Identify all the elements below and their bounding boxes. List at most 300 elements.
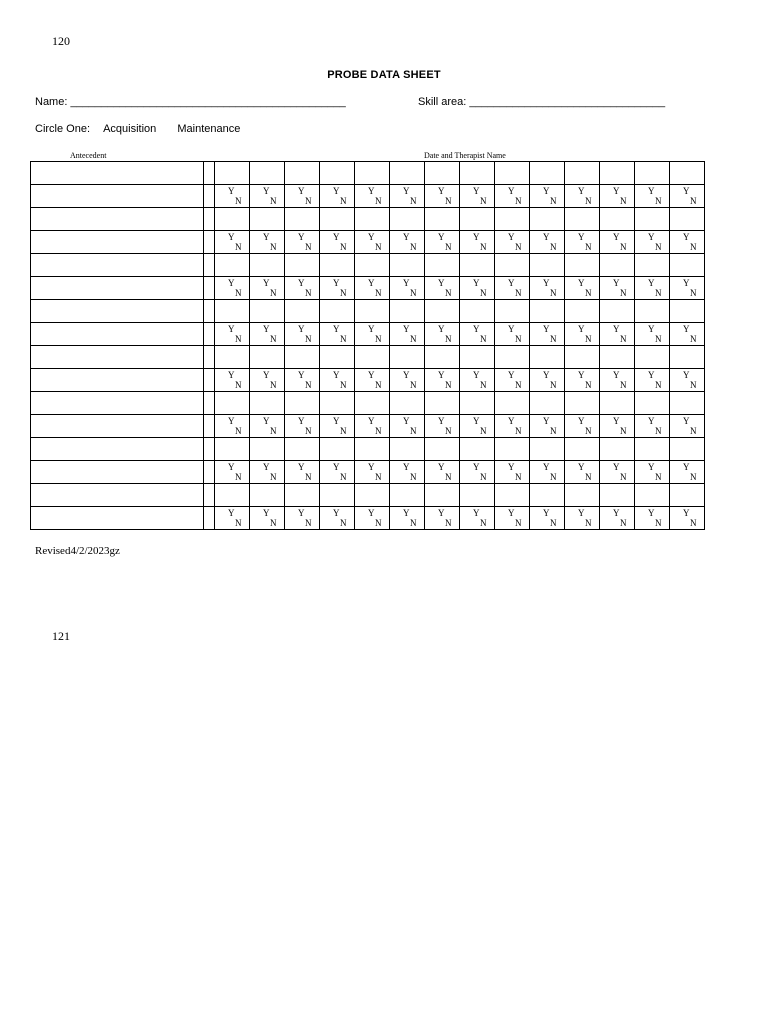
yes-mark[interactable]: Y	[648, 186, 655, 196]
antecedent-cell[interactable]	[31, 277, 204, 300]
yes-no-cell[interactable]	[250, 277, 285, 300]
date-therapist-cell[interactable]	[600, 438, 635, 461]
no-mark[interactable]: N	[410, 288, 417, 298]
yes-no-cell[interactable]	[530, 461, 565, 484]
date-therapist-cell[interactable]	[460, 300, 495, 323]
no-mark[interactable]: N	[620, 196, 627, 206]
yes-no-cell[interactable]	[285, 369, 320, 392]
no-mark[interactable]: N	[620, 242, 627, 252]
yes-no-cell[interactable]	[320, 461, 355, 484]
date-therapist-cell[interactable]	[460, 254, 495, 277]
yes-mark[interactable]: Y	[648, 324, 655, 334]
yes-no-cell[interactable]	[460, 369, 495, 392]
no-mark[interactable]: N	[480, 380, 487, 390]
yes-no-cell[interactable]	[320, 507, 355, 530]
yes-mark[interactable]: Y	[648, 278, 655, 288]
yes-mark[interactable]: Y	[613, 370, 620, 380]
yes-mark[interactable]: Y	[333, 416, 340, 426]
yes-mark[interactable]: Y	[333, 508, 340, 518]
date-therapist-cell[interactable]	[285, 300, 320, 323]
no-mark[interactable]: N	[550, 196, 557, 206]
no-mark[interactable]: N	[550, 288, 557, 298]
yes-no-cell[interactable]	[215, 415, 250, 438]
date-therapist-cell[interactable]	[250, 300, 285, 323]
yes-mark[interactable]: Y	[228, 508, 235, 518]
yes-mark[interactable]: Y	[578, 278, 585, 288]
yes-mark[interactable]: Y	[438, 370, 445, 380]
date-therapist-cell[interactable]	[460, 346, 495, 369]
yes-mark[interactable]: Y	[613, 416, 620, 426]
yes-no-cell[interactable]	[670, 231, 705, 254]
no-mark[interactable]: N	[690, 518, 697, 528]
no-mark[interactable]: N	[445, 242, 452, 252]
yes-no-cell[interactable]	[320, 415, 355, 438]
no-mark[interactable]: N	[480, 288, 487, 298]
no-mark[interactable]: N	[305, 334, 312, 344]
date-therapist-cell[interactable]	[670, 484, 705, 507]
yes-mark[interactable]: Y	[403, 370, 410, 380]
yes-mark[interactable]: Y	[263, 462, 270, 472]
date-therapist-cell[interactable]	[565, 438, 600, 461]
yes-mark[interactable]: Y	[333, 278, 340, 288]
date-therapist-cell[interactable]	[530, 392, 565, 415]
no-mark[interactable]: N	[340, 334, 347, 344]
yes-no-cell[interactable]	[530, 185, 565, 208]
yes-no-cell[interactable]	[320, 185, 355, 208]
yes-no-cell[interactable]	[425, 415, 460, 438]
date-therapist-cell[interactable]	[355, 254, 390, 277]
no-mark[interactable]: N	[620, 288, 627, 298]
yes-mark[interactable]: Y	[228, 462, 235, 472]
yes-mark[interactable]: Y	[263, 508, 270, 518]
yes-mark[interactable]: Y	[228, 370, 235, 380]
yes-no-cell[interactable]	[635, 231, 670, 254]
no-mark[interactable]: N	[585, 334, 592, 344]
no-mark[interactable]: N	[515, 518, 522, 528]
no-mark[interactable]: N	[270, 426, 277, 436]
yes-no-cell[interactable]	[355, 323, 390, 346]
yes-mark[interactable]: Y	[613, 508, 620, 518]
date-therapist-cell[interactable]	[320, 392, 355, 415]
yes-no-cell[interactable]	[285, 231, 320, 254]
yes-mark[interactable]: Y	[298, 324, 305, 334]
date-therapist-cell[interactable]	[285, 162, 320, 185]
no-mark[interactable]: N	[585, 518, 592, 528]
no-mark[interactable]: N	[235, 472, 242, 482]
date-therapist-cell[interactable]	[250, 208, 285, 231]
date-therapist-cell[interactable]	[250, 438, 285, 461]
no-mark[interactable]: N	[410, 426, 417, 436]
no-mark[interactable]: N	[375, 334, 382, 344]
yes-no-cell[interactable]	[390, 231, 425, 254]
date-therapist-cell[interactable]	[460, 438, 495, 461]
yes-no-cell[interactable]	[460, 231, 495, 254]
no-mark[interactable]: N	[445, 196, 452, 206]
yes-no-cell[interactable]	[460, 415, 495, 438]
yes-mark[interactable]: Y	[368, 232, 375, 242]
yes-mark[interactable]: Y	[543, 508, 550, 518]
no-mark[interactable]: N	[690, 472, 697, 482]
no-mark[interactable]: N	[550, 426, 557, 436]
yes-no-cell[interactable]	[320, 231, 355, 254]
no-mark[interactable]: N	[305, 288, 312, 298]
no-mark[interactable]: N	[550, 518, 557, 528]
yes-no-cell[interactable]	[250, 369, 285, 392]
date-therapist-cell[interactable]	[425, 254, 460, 277]
no-mark[interactable]: N	[375, 380, 382, 390]
yes-mark[interactable]: Y	[543, 324, 550, 334]
yes-mark[interactable]: Y	[263, 232, 270, 242]
date-therapist-cell[interactable]	[495, 392, 530, 415]
no-mark[interactable]: N	[410, 518, 417, 528]
no-mark[interactable]: N	[235, 380, 242, 390]
date-therapist-cell[interactable]	[285, 438, 320, 461]
antecedent-cell[interactable]	[31, 392, 204, 415]
yes-no-cell[interactable]	[460, 323, 495, 346]
yes-mark[interactable]: Y	[473, 370, 480, 380]
yes-mark[interactable]: Y	[298, 462, 305, 472]
yes-mark[interactable]: Y	[298, 186, 305, 196]
date-therapist-cell[interactable]	[530, 484, 565, 507]
yes-mark[interactable]: Y	[578, 462, 585, 472]
yes-no-cell[interactable]	[355, 507, 390, 530]
date-therapist-cell[interactable]	[530, 208, 565, 231]
antecedent-cell[interactable]	[31, 300, 204, 323]
antecedent-cell[interactable]	[31, 231, 204, 254]
yes-no-cell[interactable]	[670, 185, 705, 208]
yes-mark[interactable]: Y	[228, 232, 235, 242]
yes-no-cell[interactable]	[600, 231, 635, 254]
no-mark[interactable]: N	[620, 472, 627, 482]
yes-mark[interactable]: Y	[368, 186, 375, 196]
date-therapist-cell[interactable]	[250, 162, 285, 185]
yes-mark[interactable]: Y	[613, 232, 620, 242]
date-therapist-cell[interactable]	[495, 346, 530, 369]
date-therapist-cell[interactable]	[460, 208, 495, 231]
no-mark[interactable]: N	[305, 242, 312, 252]
yes-mark[interactable]: Y	[368, 370, 375, 380]
date-therapist-cell[interactable]	[320, 254, 355, 277]
no-mark[interactable]: N	[655, 196, 662, 206]
no-mark[interactable]: N	[340, 242, 347, 252]
yes-no-cell[interactable]	[565, 415, 600, 438]
yes-no-cell[interactable]	[355, 415, 390, 438]
yes-mark[interactable]: Y	[508, 324, 515, 334]
yes-mark[interactable]: Y	[683, 232, 690, 242]
yes-no-cell[interactable]	[355, 185, 390, 208]
date-therapist-cell[interactable]	[530, 438, 565, 461]
no-mark[interactable]: N	[375, 518, 382, 528]
yes-no-cell[interactable]	[215, 507, 250, 530]
yes-no-cell[interactable]	[285, 323, 320, 346]
yes-no-cell[interactable]	[670, 415, 705, 438]
yes-no-cell[interactable]	[250, 185, 285, 208]
yes-no-cell[interactable]	[285, 507, 320, 530]
no-mark[interactable]: N	[550, 380, 557, 390]
no-mark[interactable]: N	[340, 196, 347, 206]
no-mark[interactable]: N	[515, 380, 522, 390]
yes-mark[interactable]: Y	[403, 416, 410, 426]
yes-no-cell[interactable]	[425, 231, 460, 254]
no-mark[interactable]: N	[655, 242, 662, 252]
date-therapist-cell[interactable]	[635, 484, 670, 507]
no-mark[interactable]: N	[410, 380, 417, 390]
yes-mark[interactable]: Y	[438, 324, 445, 334]
yes-no-cell[interactable]	[565, 461, 600, 484]
date-therapist-cell[interactable]	[460, 162, 495, 185]
date-therapist-cell[interactable]	[530, 254, 565, 277]
antecedent-cell[interactable]	[31, 323, 204, 346]
yes-no-cell[interactable]	[670, 507, 705, 530]
date-therapist-cell[interactable]	[530, 300, 565, 323]
date-therapist-cell[interactable]	[565, 208, 600, 231]
yes-mark[interactable]: Y	[648, 508, 655, 518]
date-therapist-cell[interactable]	[215, 484, 250, 507]
antecedent-cell[interactable]	[31, 461, 204, 484]
yes-mark[interactable]: Y	[263, 324, 270, 334]
yes-no-cell[interactable]	[285, 415, 320, 438]
date-therapist-cell[interactable]	[390, 346, 425, 369]
yes-no-cell[interactable]	[530, 323, 565, 346]
date-therapist-cell[interactable]	[565, 254, 600, 277]
yes-mark[interactable]: Y	[613, 324, 620, 334]
yes-no-cell[interactable]	[565, 369, 600, 392]
yes-no-cell[interactable]	[425, 507, 460, 530]
yes-no-cell[interactable]	[530, 277, 565, 300]
no-mark[interactable]: N	[515, 288, 522, 298]
yes-no-cell[interactable]	[355, 369, 390, 392]
date-therapist-cell[interactable]	[600, 300, 635, 323]
yes-mark[interactable]: Y	[263, 370, 270, 380]
no-mark[interactable]: N	[690, 334, 697, 344]
yes-no-cell[interactable]	[495, 277, 530, 300]
yes-mark[interactable]: Y	[473, 324, 480, 334]
no-mark[interactable]: N	[655, 518, 662, 528]
date-therapist-cell[interactable]	[215, 438, 250, 461]
yes-no-cell[interactable]	[495, 231, 530, 254]
date-therapist-cell[interactable]	[495, 438, 530, 461]
date-therapist-cell[interactable]	[565, 392, 600, 415]
yes-no-cell[interactable]	[285, 461, 320, 484]
no-mark[interactable]: N	[305, 380, 312, 390]
yes-mark[interactable]: Y	[403, 508, 410, 518]
date-therapist-cell[interactable]	[670, 162, 705, 185]
yes-mark[interactable]: Y	[368, 324, 375, 334]
yes-no-cell[interactable]	[530, 507, 565, 530]
yes-mark[interactable]: Y	[473, 416, 480, 426]
yes-no-cell[interactable]	[495, 415, 530, 438]
yes-no-cell[interactable]	[635, 323, 670, 346]
yes-mark[interactable]: Y	[298, 370, 305, 380]
date-therapist-cell[interactable]	[495, 484, 530, 507]
date-therapist-cell[interactable]	[355, 346, 390, 369]
antecedent-cell[interactable]	[31, 438, 204, 461]
no-mark[interactable]: N	[375, 472, 382, 482]
antecedent-cell[interactable]	[31, 484, 204, 507]
yes-mark[interactable]: Y	[298, 278, 305, 288]
yes-no-cell[interactable]	[215, 323, 250, 346]
yes-no-cell[interactable]	[530, 415, 565, 438]
yes-no-cell[interactable]	[460, 461, 495, 484]
date-therapist-cell[interactable]	[670, 208, 705, 231]
yes-mark[interactable]: Y	[648, 232, 655, 242]
yes-mark[interactable]: Y	[438, 278, 445, 288]
yes-mark[interactable]: Y	[368, 416, 375, 426]
no-mark[interactable]: N	[655, 472, 662, 482]
yes-no-cell[interactable]	[355, 231, 390, 254]
yes-mark[interactable]: Y	[578, 370, 585, 380]
no-mark[interactable]: N	[305, 196, 312, 206]
no-mark[interactable]: N	[375, 288, 382, 298]
yes-no-cell[interactable]	[495, 461, 530, 484]
yes-mark[interactable]: Y	[648, 462, 655, 472]
date-therapist-cell[interactable]	[285, 392, 320, 415]
date-therapist-cell[interactable]	[355, 438, 390, 461]
no-mark[interactable]: N	[515, 334, 522, 344]
yes-mark[interactable]: Y	[438, 508, 445, 518]
date-therapist-cell[interactable]	[530, 162, 565, 185]
yes-mark[interactable]: Y	[508, 416, 515, 426]
date-therapist-cell[interactable]	[355, 300, 390, 323]
yes-no-cell[interactable]	[390, 277, 425, 300]
no-mark[interactable]: N	[585, 196, 592, 206]
yes-mark[interactable]: Y	[683, 278, 690, 288]
yes-no-cell[interactable]	[635, 277, 670, 300]
antecedent-cell[interactable]	[31, 162, 204, 185]
no-mark[interactable]: N	[375, 196, 382, 206]
date-therapist-cell[interactable]	[600, 162, 635, 185]
date-therapist-cell[interactable]	[250, 346, 285, 369]
yes-mark[interactable]: Y	[403, 462, 410, 472]
date-therapist-cell[interactable]	[425, 208, 460, 231]
yes-mark[interactable]: Y	[228, 416, 235, 426]
date-therapist-cell[interactable]	[320, 300, 355, 323]
yes-no-cell[interactable]	[600, 185, 635, 208]
yes-mark[interactable]: Y	[683, 370, 690, 380]
yes-no-cell[interactable]	[600, 415, 635, 438]
antecedent-cell[interactable]	[31, 346, 204, 369]
yes-no-cell[interactable]	[565, 277, 600, 300]
yes-mark[interactable]: Y	[263, 186, 270, 196]
yes-no-cell[interactable]	[425, 185, 460, 208]
no-mark[interactable]: N	[410, 472, 417, 482]
yes-no-cell[interactable]	[390, 369, 425, 392]
date-therapist-cell[interactable]	[600, 392, 635, 415]
yes-no-cell[interactable]	[215, 369, 250, 392]
yes-mark[interactable]: Y	[228, 186, 235, 196]
no-mark[interactable]: N	[375, 242, 382, 252]
yes-mark[interactable]: Y	[263, 416, 270, 426]
yes-mark[interactable]: Y	[578, 416, 585, 426]
date-therapist-cell[interactable]	[355, 392, 390, 415]
yes-no-cell[interactable]	[425, 323, 460, 346]
date-therapist-cell[interactable]	[320, 162, 355, 185]
no-mark[interactable]: N	[690, 380, 697, 390]
yes-mark[interactable]: Y	[683, 416, 690, 426]
no-mark[interactable]: N	[235, 518, 242, 528]
no-mark[interactable]: N	[480, 196, 487, 206]
no-mark[interactable]: N	[235, 196, 242, 206]
yes-no-cell[interactable]	[670, 323, 705, 346]
no-mark[interactable]: N	[480, 334, 487, 344]
yes-mark[interactable]: Y	[368, 462, 375, 472]
yes-no-cell[interactable]	[495, 185, 530, 208]
no-mark[interactable]: N	[410, 334, 417, 344]
yes-mark[interactable]: Y	[613, 186, 620, 196]
yes-mark[interactable]: Y	[368, 278, 375, 288]
date-therapist-cell[interactable]	[390, 254, 425, 277]
no-mark[interactable]: N	[655, 426, 662, 436]
no-mark[interactable]: N	[620, 426, 627, 436]
date-therapist-cell[interactable]	[355, 484, 390, 507]
date-therapist-cell[interactable]	[495, 300, 530, 323]
no-mark[interactable]: N	[445, 288, 452, 298]
yes-mark[interactable]: Y	[263, 278, 270, 288]
no-mark[interactable]: N	[690, 426, 697, 436]
yes-no-cell[interactable]	[600, 277, 635, 300]
yes-no-cell[interactable]	[320, 369, 355, 392]
yes-mark[interactable]: Y	[543, 278, 550, 288]
yes-mark[interactable]: Y	[473, 462, 480, 472]
yes-mark[interactable]: Y	[578, 232, 585, 242]
date-therapist-cell[interactable]	[635, 392, 670, 415]
no-mark[interactable]: N	[445, 426, 452, 436]
yes-mark[interactable]: Y	[613, 278, 620, 288]
date-therapist-cell[interactable]	[670, 438, 705, 461]
no-mark[interactable]: N	[270, 380, 277, 390]
yes-mark[interactable]: Y	[333, 186, 340, 196]
yes-no-cell[interactable]	[565, 507, 600, 530]
yes-mark[interactable]: Y	[333, 462, 340, 472]
no-mark[interactable]: N	[515, 472, 522, 482]
antecedent-cell[interactable]	[31, 507, 204, 530]
yes-mark[interactable]: Y	[333, 232, 340, 242]
yes-no-cell[interactable]	[320, 277, 355, 300]
yes-no-cell[interactable]	[600, 507, 635, 530]
date-therapist-cell[interactable]	[635, 208, 670, 231]
date-therapist-cell[interactable]	[565, 346, 600, 369]
yes-mark[interactable]: Y	[473, 186, 480, 196]
yes-mark[interactable]: Y	[228, 324, 235, 334]
no-mark[interactable]: N	[585, 288, 592, 298]
yes-no-cell[interactable]	[460, 507, 495, 530]
yes-mark[interactable]: Y	[648, 416, 655, 426]
no-mark[interactable]: N	[585, 380, 592, 390]
no-mark[interactable]: N	[270, 242, 277, 252]
no-mark[interactable]: N	[445, 334, 452, 344]
no-mark[interactable]: N	[620, 334, 627, 344]
no-mark[interactable]: N	[375, 426, 382, 436]
yes-mark[interactable]: Y	[508, 232, 515, 242]
no-mark[interactable]: N	[445, 380, 452, 390]
no-mark[interactable]: N	[410, 242, 417, 252]
yes-mark[interactable]: Y	[543, 416, 550, 426]
antecedent-cell[interactable]	[31, 369, 204, 392]
no-mark[interactable]: N	[655, 334, 662, 344]
date-therapist-cell[interactable]	[425, 484, 460, 507]
yes-no-cell[interactable]	[250, 231, 285, 254]
yes-mark[interactable]: Y	[473, 278, 480, 288]
no-mark[interactable]: N	[270, 472, 277, 482]
yes-no-cell[interactable]	[670, 461, 705, 484]
date-therapist-cell[interactable]	[600, 484, 635, 507]
yes-no-cell[interactable]	[390, 323, 425, 346]
no-mark[interactable]: N	[690, 196, 697, 206]
yes-no-cell[interactable]	[495, 369, 530, 392]
date-therapist-cell[interactable]	[250, 254, 285, 277]
date-therapist-cell[interactable]	[670, 300, 705, 323]
date-therapist-cell[interactable]	[250, 484, 285, 507]
